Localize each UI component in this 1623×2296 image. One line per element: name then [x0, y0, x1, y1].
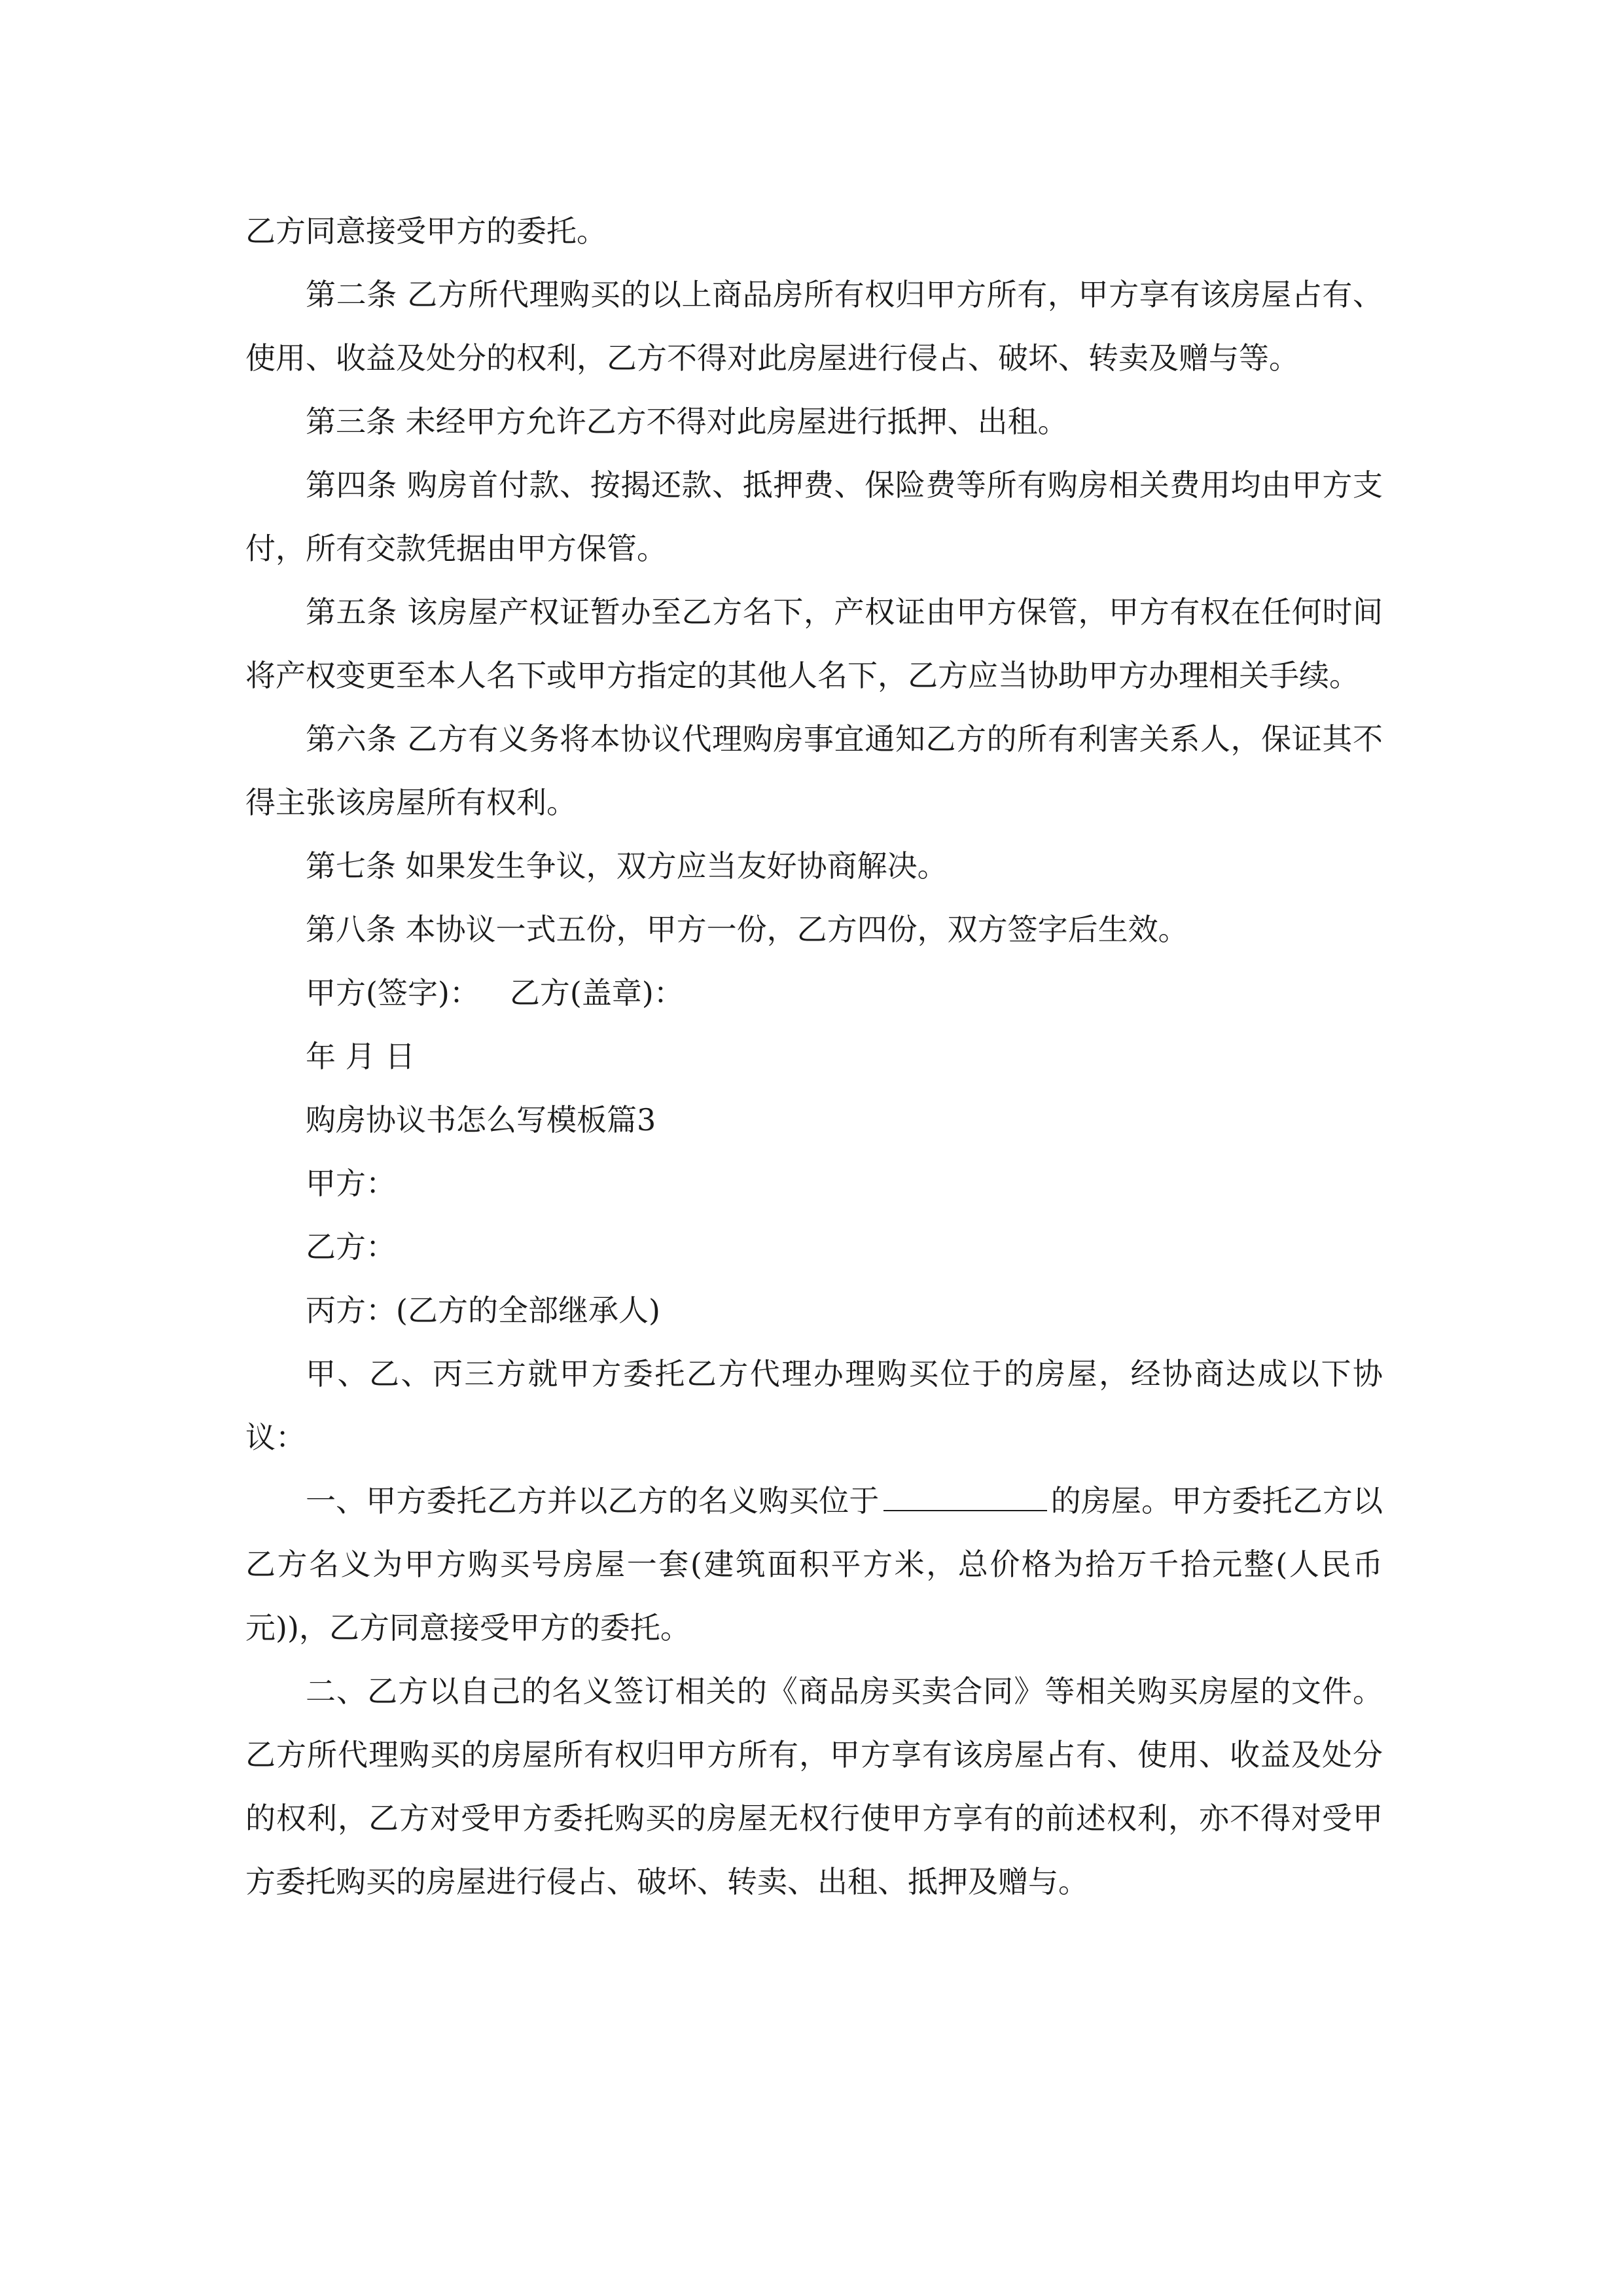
article-5: 第五条 该房屋产权证暂办至乙方名下，产权证由甲方保管，甲方有权在任何时间将产权变更至本人名下或甲方指定的其他人名下，乙方应当协助甲方办理相关手续。: [245, 594, 1383, 693]
date-line: 年 月 日: [306, 1039, 416, 1074]
document-page: [245, 200, 1383, 1914]
section-title: 购房协议书怎么写模板篇3: [306, 1102, 656, 1138]
party-c-label: 丙方：(乙方的全部继承人): [306, 1293, 660, 1328]
clause-1-part-2: 的房屋。甲方委托乙方以乙方名义为甲方购买号房屋一套(建筑面积平方米，总价格为拾万千拾元整(人民币元))，乙方同意接受甲方的委托。: [245, 1483, 1383, 1645]
paragraph-continuation: 乙方同意接受甲方的委托。: [245, 213, 607, 249]
article-4: 第四条 购房首付款、按揭还款、抵押费、保险费等所有购房相关费用均由甲方支付，所有交款凭据由甲方保管。: [245, 467, 1383, 566]
signature-line: [245, 961, 1383, 1025]
article-6: 第六条 乙方有义务将本协议代理购房事宜通知乙方的所有利害关系人，保证其不得主张该房屋所有权利。: [245, 721, 1383, 820]
address-blank: [883, 1484, 1047, 1511]
clause-1: [245, 1469, 1383, 1660]
article-7: 第七条 如果发生争议，双方应当友好协商解决。: [306, 848, 948, 884]
article-8: 第八条 本协议一式五份，甲方一份，乙方四份，双方签字后生效。: [306, 912, 1188, 947]
clause-1-part-1: 一、甲方委托乙方并以乙方的名义购买位于: [306, 1483, 880, 1518]
party-a-signature-label: 甲方(签字)：: [306, 975, 480, 1011]
article-3: 第三条 未经甲方允许乙方不得对此房屋进行抵押、出租。: [306, 404, 1068, 439]
party-b-label: 乙方：: [306, 1229, 396, 1265]
clause-2: 二、乙方以自己的名义签订相关的《商品房买卖合同》等相关购买房屋的文件。乙方所代理购买的房屋所有权归甲方所有，甲方享有该房屋占有、使用、收益及处分的权利，乙方对受甲方委托购买的房屋无权行使甲方享有的前述权利，亦不得对受甲方委托购买的房屋进行侵占、破坏、转卖、出租、抵押及赠与。: [245, 1674, 1383, 1899]
party-b-seal-label: 乙方(盖章)：: [509, 975, 684, 1011]
intro-paragraph: 甲、乙、丙三方就甲方委托乙方代理办理购买位于的房屋，经协商达成以下协议：: [245, 1356, 1383, 1455]
article-2: 第二条 乙方所代理购买的以上商品房所有权归甲方所有，甲方享有该房屋占有、使用、收益及处分的权利，乙方不得对此房屋进行侵占、破坏、转卖及赠与等。: [245, 277, 1383, 376]
party-a-label: 甲方：: [306, 1166, 396, 1201]
